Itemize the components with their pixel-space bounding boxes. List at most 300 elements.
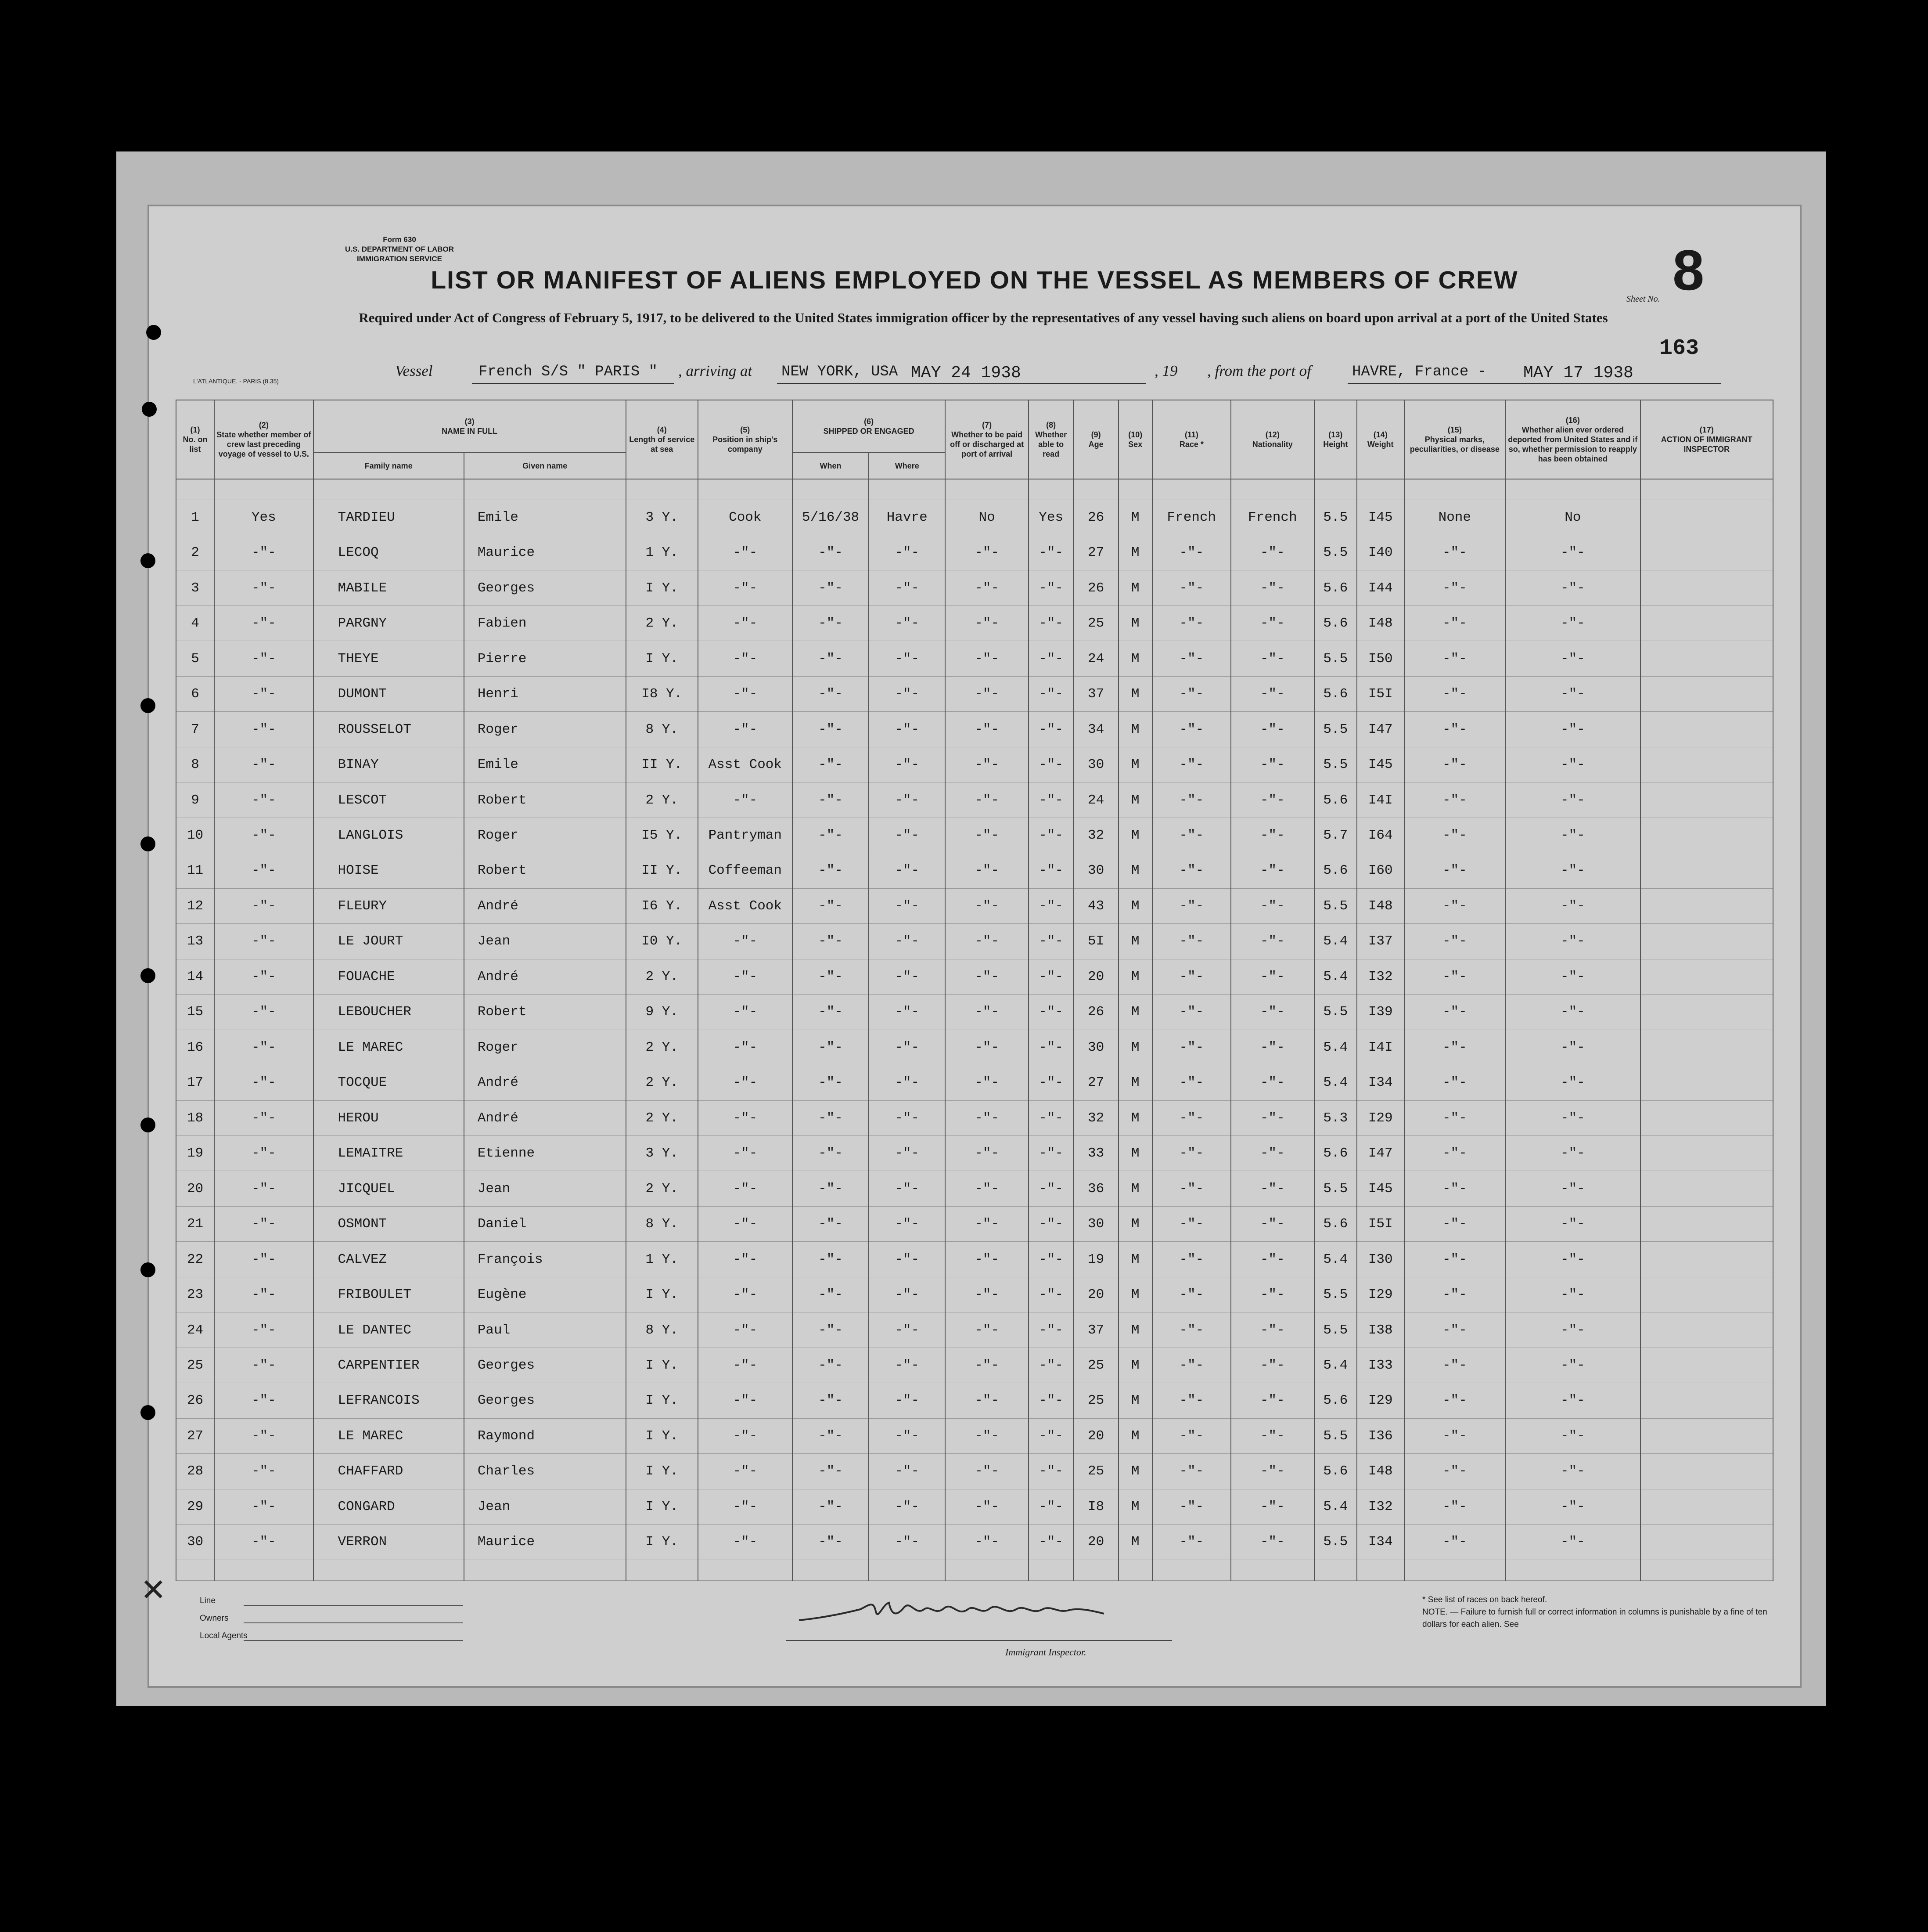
crew-row xyxy=(176,747,1773,782)
form-identifier xyxy=(312,235,487,264)
paid-off-cell: -"- xyxy=(945,1135,1029,1171)
race-cell: -"- xyxy=(1152,1171,1231,1206)
length-of-service-cell: 8 Y. xyxy=(626,1312,698,1348)
sex-cell: M xyxy=(1119,1030,1152,1065)
paid-off-cell: -"- xyxy=(945,1277,1029,1312)
position-cell: -"- xyxy=(698,676,792,711)
shipped-where-cell: -"- xyxy=(869,1348,945,1383)
nationality-cell: -"- xyxy=(1231,818,1314,853)
physical-marks-cell: -"- xyxy=(1404,1383,1506,1418)
row-number-cell: 25 xyxy=(176,1348,214,1383)
length-of-service-cell: 2 Y. xyxy=(626,606,698,641)
height-cell: 5.5 xyxy=(1314,641,1357,676)
nationality-cell: -"- xyxy=(1231,1065,1314,1100)
given-name-cell: Pierre xyxy=(464,641,626,676)
paid-off-cell: -"- xyxy=(945,1525,1029,1560)
race-cell: -"- xyxy=(1152,747,1231,782)
inspector-action-cell xyxy=(1640,500,1773,535)
row-number-cell: 23 xyxy=(176,1277,214,1312)
physical-marks-cell: -"- xyxy=(1404,535,1506,570)
family-name-cell: FOUACHE xyxy=(313,959,464,994)
length-of-service-cell: 3 Y. xyxy=(626,500,698,535)
nationality-cell: -"- xyxy=(1231,570,1314,606)
shipped-when-cell: -"- xyxy=(792,570,869,606)
weight-cell: I39 xyxy=(1357,995,1404,1030)
inspector-action-cell xyxy=(1640,1242,1773,1277)
able-to-read-cell: -"- xyxy=(1029,1135,1073,1171)
inspector-action-cell xyxy=(1640,1454,1773,1489)
weight-cell: I5I xyxy=(1357,1206,1404,1241)
row-number-cell: 6 xyxy=(176,676,214,711)
col-header-race: (11) Race * xyxy=(1152,400,1231,479)
paid-off-cell: -"- xyxy=(945,924,1029,959)
given-name-cell: Jean xyxy=(464,924,626,959)
row-number-cell: 15 xyxy=(176,995,214,1030)
able-to-read-cell: -"- xyxy=(1029,676,1073,711)
agents-label: Local Agents xyxy=(200,1631,248,1640)
family-name-cell: LECOQ xyxy=(313,535,464,570)
crew-row xyxy=(176,1135,1773,1171)
shipped-when-cell: -"- xyxy=(792,1489,869,1524)
shipped-when-cell: -"- xyxy=(792,535,869,570)
sheet-number: 8 xyxy=(1673,238,1705,302)
previous-voyage-cell: -"- xyxy=(214,1418,313,1453)
col-header-position: (5) Position in ship's company xyxy=(698,400,792,479)
shipped-where-cell: -"- xyxy=(869,1525,945,1560)
previous-voyage-cell: -"- xyxy=(214,1206,313,1241)
position-cell: -"- xyxy=(698,1454,792,1489)
length-of-service-cell: I Y. xyxy=(626,641,698,676)
length-of-service-cell: II Y. xyxy=(626,853,698,888)
race-cell: -"- xyxy=(1152,1206,1231,1241)
previous-voyage-cell: -"- xyxy=(214,1525,313,1560)
weight-cell: I29 xyxy=(1357,1383,1404,1418)
age-cell: 32 xyxy=(1073,818,1118,853)
binder-hole-icon xyxy=(140,698,155,713)
weight-cell: I5I xyxy=(1357,676,1404,711)
physical-marks-cell: -"- xyxy=(1404,995,1506,1030)
family-name-cell: LEBOUCHER xyxy=(313,995,464,1030)
paid-off-cell: -"- xyxy=(945,1312,1029,1348)
position-cell: -"- xyxy=(698,570,792,606)
nationality-cell: -"- xyxy=(1231,535,1314,570)
family-name-cell: CONGARD xyxy=(313,1489,464,1524)
sex-cell: M xyxy=(1119,782,1152,818)
physical-marks-cell: -"- xyxy=(1404,782,1506,818)
shipped-where-cell: -"- xyxy=(869,888,945,923)
able-to-read-cell: Yes xyxy=(1029,500,1073,535)
family-name-cell: TOCQUE xyxy=(313,1065,464,1100)
weight-cell: I32 xyxy=(1357,959,1404,994)
position-cell: Asst Cook xyxy=(698,747,792,782)
race-cell: -"- xyxy=(1152,1065,1231,1100)
given-name-cell: Emile xyxy=(464,747,626,782)
deported-status-cell: -"- xyxy=(1505,570,1640,606)
position-cell: -"- xyxy=(698,1242,792,1277)
previous-voyage-cell: -"- xyxy=(214,1135,313,1171)
previous-voyage-cell: -"- xyxy=(214,712,313,747)
col-header-name: (3) NAME IN FULL xyxy=(313,400,626,453)
binder-hole-icon xyxy=(140,836,155,851)
weight-cell: I4I xyxy=(1357,782,1404,818)
from-underline xyxy=(1348,383,1721,384)
row-number-cell: 7 xyxy=(176,712,214,747)
shipped-where-cell: -"- xyxy=(869,747,945,782)
given-name-cell: Robert xyxy=(464,782,626,818)
nationality-cell: -"- xyxy=(1231,1454,1314,1489)
sex-cell: M xyxy=(1119,641,1152,676)
given-name-cell: André xyxy=(464,1100,626,1135)
inspector-action-cell xyxy=(1640,1030,1773,1065)
age-cell: 36 xyxy=(1073,1171,1118,1206)
row-number-cell: 1 xyxy=(176,500,214,535)
family-name-cell: VERRON xyxy=(313,1525,464,1560)
race-cell: -"- xyxy=(1152,888,1231,923)
col-header-deported: (16) Whether alien ever ordered deported from United States and if so, whether permission to reapply has been obtained xyxy=(1505,400,1640,479)
race-cell: French xyxy=(1152,500,1231,535)
position-cell: -"- xyxy=(698,641,792,676)
given-name-cell: Maurice xyxy=(464,535,626,570)
physical-marks-cell: -"- xyxy=(1404,641,1506,676)
height-cell: 5.5 xyxy=(1314,1525,1357,1560)
crew-manifest-table xyxy=(176,400,1773,1581)
length-of-service-cell: I Y. xyxy=(626,1348,698,1383)
owners-label: Owners xyxy=(200,1614,229,1623)
height-cell: 5.3 xyxy=(1314,1100,1357,1135)
given-name-cell: André xyxy=(464,888,626,923)
shipped-when-cell: -"- xyxy=(792,1242,869,1277)
binder-hole-icon xyxy=(140,1405,155,1420)
crew-row xyxy=(176,1312,1773,1348)
shipped-when-cell: -"- xyxy=(792,1312,869,1348)
shipped-when-cell: -"- xyxy=(792,1171,869,1206)
position-cell: -"- xyxy=(698,1418,792,1453)
family-name-cell: CARPENTIER xyxy=(313,1348,464,1383)
sex-cell: M xyxy=(1119,1454,1152,1489)
nationality-cell: -"- xyxy=(1231,959,1314,994)
race-cell: -"- xyxy=(1152,1525,1231,1560)
given-name-cell: Jean xyxy=(464,1489,626,1524)
length-of-service-cell: 2 Y. xyxy=(626,1030,698,1065)
length-of-service-cell: II Y. xyxy=(626,747,698,782)
paid-off-cell: -"- xyxy=(945,1242,1029,1277)
paid-off-cell: -"- xyxy=(945,606,1029,641)
deported-status-cell: -"- xyxy=(1505,1065,1640,1100)
vessel-underline xyxy=(472,383,674,384)
paid-off-cell: -"- xyxy=(945,782,1029,818)
crew-row xyxy=(176,1277,1773,1312)
sex-cell: M xyxy=(1119,712,1152,747)
row-number-cell: 29 xyxy=(176,1489,214,1524)
able-to-read-cell: -"- xyxy=(1029,1030,1073,1065)
crew-row xyxy=(176,818,1773,853)
col-header-nationality: (12) Nationality xyxy=(1231,400,1314,479)
crew-row xyxy=(176,712,1773,747)
race-cell: -"- xyxy=(1152,1418,1231,1453)
shipped-where-cell: -"- xyxy=(869,959,945,994)
position-cell: -"- xyxy=(698,924,792,959)
given-name-cell: Robert xyxy=(464,995,626,1030)
able-to-read-cell: -"- xyxy=(1029,1348,1073,1383)
height-cell: 5.6 xyxy=(1314,853,1357,888)
physical-marks-cell: -"- xyxy=(1404,1525,1506,1560)
footer-note xyxy=(1422,1594,1782,1631)
cross-mark-icon: ✕ xyxy=(140,1573,166,1607)
crew-row xyxy=(176,1525,1773,1560)
stamped-number: 163 xyxy=(1659,336,1699,361)
position-cell: -"- xyxy=(698,1065,792,1100)
age-cell: 33 xyxy=(1073,1135,1118,1171)
row-number-cell: 5 xyxy=(176,641,214,676)
shipped-where-cell: -"- xyxy=(869,1418,945,1453)
age-cell: 25 xyxy=(1073,1383,1118,1418)
shipped-where-cell: -"- xyxy=(869,676,945,711)
weight-cell: I34 xyxy=(1357,1525,1404,1560)
inspector-action-cell xyxy=(1640,1206,1773,1241)
deported-status-cell: -"- xyxy=(1505,1525,1640,1560)
able-to-read-cell: -"- xyxy=(1029,853,1073,888)
previous-voyage-cell: -"- xyxy=(214,1065,313,1100)
given-name-cell: Roger xyxy=(464,712,626,747)
race-cell: -"- xyxy=(1152,570,1231,606)
header-spacer-row xyxy=(176,479,1773,500)
height-cell: 5.5 xyxy=(1314,1312,1357,1348)
given-name-cell: André xyxy=(464,959,626,994)
inspector-action-cell xyxy=(1640,1171,1773,1206)
nationality-cell: -"- xyxy=(1231,1171,1314,1206)
previous-voyage-cell: -"- xyxy=(214,1030,313,1065)
crew-row xyxy=(176,959,1773,994)
able-to-read-cell: -"- xyxy=(1029,1277,1073,1312)
deported-status-cell: -"- xyxy=(1505,1030,1640,1065)
weight-cell: I45 xyxy=(1357,747,1404,782)
row-number-cell: 27 xyxy=(176,1418,214,1453)
previous-voyage-cell: -"- xyxy=(214,959,313,994)
departure-date: MAY 17 1938 xyxy=(1523,364,1633,382)
sex-cell: M xyxy=(1119,924,1152,959)
race-cell: -"- xyxy=(1152,641,1231,676)
weight-cell: I40 xyxy=(1357,535,1404,570)
line-label: Line xyxy=(200,1596,216,1605)
paid-off-cell: -"- xyxy=(945,818,1029,853)
shipped-where-cell: -"- xyxy=(869,1489,945,1524)
shipped-where-cell: Havre xyxy=(869,500,945,535)
able-to-read-cell: -"- xyxy=(1029,1383,1073,1418)
deported-status-cell: -"- xyxy=(1505,1135,1640,1171)
given-name-cell: Robert xyxy=(464,853,626,888)
shipped-when-cell: -"- xyxy=(792,1525,869,1560)
sex-cell: M xyxy=(1119,606,1152,641)
row-number-cell: 12 xyxy=(176,888,214,923)
family-name-cell: LE MAREC xyxy=(313,1030,464,1065)
length-of-service-cell: I Y. xyxy=(626,1277,698,1312)
deported-status-cell: -"- xyxy=(1505,853,1640,888)
given-name-cell: Henri xyxy=(464,676,626,711)
given-name-cell: Paul xyxy=(464,1312,626,1348)
shipped-where-cell: -"- xyxy=(869,535,945,570)
previous-voyage-cell: -"- xyxy=(214,888,313,923)
inspector-action-cell xyxy=(1640,853,1773,888)
shipped-where-cell: -"- xyxy=(869,782,945,818)
race-cell: -"- xyxy=(1152,712,1231,747)
nationality-cell: -"- xyxy=(1231,1206,1314,1241)
race-cell: -"- xyxy=(1152,1489,1231,1524)
physical-marks-cell: -"- xyxy=(1404,888,1506,923)
physical-marks-cell: -"- xyxy=(1404,570,1506,606)
year-label: , 19 xyxy=(1155,362,1178,379)
physical-marks-cell: -"- xyxy=(1404,1171,1506,1206)
paid-off-cell: -"- xyxy=(945,888,1029,923)
race-cell: -"- xyxy=(1152,1454,1231,1489)
deported-status-cell: -"- xyxy=(1505,995,1640,1030)
shipped-where-cell: -"- xyxy=(869,1206,945,1241)
height-cell: 5.7 xyxy=(1314,818,1357,853)
family-name-cell: DUMONT xyxy=(313,676,464,711)
able-to-read-cell: -"- xyxy=(1029,1525,1073,1560)
inspector-action-cell xyxy=(1640,995,1773,1030)
sex-cell: M xyxy=(1119,1100,1152,1135)
inspector-action-cell xyxy=(1640,570,1773,606)
crew-row xyxy=(176,924,1773,959)
height-cell: 5.6 xyxy=(1314,782,1357,818)
row-number-cell: 9 xyxy=(176,782,214,818)
inspector-action-cell xyxy=(1640,782,1773,818)
race-cell: -"- xyxy=(1152,676,1231,711)
age-cell: 24 xyxy=(1073,641,1118,676)
deported-status-cell: -"- xyxy=(1505,641,1640,676)
previous-voyage-cell: -"- xyxy=(214,1489,313,1524)
position-cell: -"- xyxy=(698,995,792,1030)
position-cell: -"- xyxy=(698,1525,792,1560)
length-of-service-cell: I Y. xyxy=(626,1383,698,1418)
previous-voyage-cell: -"- xyxy=(214,1383,313,1418)
col-header-physical-marks: (15) Physical marks, peculiarities, or disease xyxy=(1404,400,1506,479)
inspector-action-cell xyxy=(1640,606,1773,641)
inspector-action-cell xyxy=(1640,1383,1773,1418)
height-cell: 5.4 xyxy=(1314,1242,1357,1277)
nationality-cell: -"- xyxy=(1231,1348,1314,1383)
length-of-service-cell: 2 Y. xyxy=(626,1065,698,1100)
sex-cell: M xyxy=(1119,1206,1152,1241)
sex-cell: M xyxy=(1119,500,1152,535)
height-cell: 5.6 xyxy=(1314,1454,1357,1489)
deported-status-cell: -"- xyxy=(1505,1418,1640,1453)
deported-status-cell: -"- xyxy=(1505,818,1640,853)
arrival-underline xyxy=(777,383,1146,384)
form-number: Form 630 xyxy=(383,235,416,244)
inspector-action-cell xyxy=(1640,535,1773,570)
shipped-where-cell: -"- xyxy=(869,1277,945,1312)
col-header-paid-off: (7) Whether to be paid off or discharged at port of arrival xyxy=(945,400,1029,479)
weight-cell: I29 xyxy=(1357,1100,1404,1135)
previous-voyage-cell: -"- xyxy=(214,1312,313,1348)
position-cell: -"- xyxy=(698,1135,792,1171)
deported-status-cell: -"- xyxy=(1505,1348,1640,1383)
length-of-service-cell: I Y. xyxy=(626,1418,698,1453)
deported-status-cell: -"- xyxy=(1505,1100,1640,1135)
nationality-cell: -"- xyxy=(1231,995,1314,1030)
col-header-when: When xyxy=(792,453,869,479)
physical-marks-cell: -"- xyxy=(1404,1242,1506,1277)
paid-off-cell: -"- xyxy=(945,1100,1029,1135)
inspector-action-cell xyxy=(1640,1065,1773,1100)
nationality-cell: -"- xyxy=(1231,606,1314,641)
family-name-cell: LEMAITRE xyxy=(313,1135,464,1171)
previous-voyage-cell: -"- xyxy=(214,818,313,853)
paid-off-cell: -"- xyxy=(945,641,1029,676)
row-number-cell: 24 xyxy=(176,1312,214,1348)
length-of-service-cell: I6 Y. xyxy=(626,888,698,923)
able-to-read-cell: -"- xyxy=(1029,712,1073,747)
height-cell: 5.5 xyxy=(1314,995,1357,1030)
col-header-sex: (10) Sex xyxy=(1119,400,1152,479)
inspector-action-cell xyxy=(1640,1525,1773,1560)
row-number-cell: 11 xyxy=(176,853,214,888)
position-cell: -"- xyxy=(698,1171,792,1206)
shipped-when-cell: -"- xyxy=(792,924,869,959)
paid-off-cell: -"- xyxy=(945,1418,1029,1453)
nationality-cell: -"- xyxy=(1231,1100,1314,1135)
col-header-family-name: Family name xyxy=(313,453,464,479)
able-to-read-cell: -"- xyxy=(1029,1171,1073,1206)
height-cell: 5.5 xyxy=(1314,535,1357,570)
able-to-read-cell: -"- xyxy=(1029,570,1073,606)
department-name: U.S. DEPARTMENT OF LABOR xyxy=(345,245,454,253)
sex-cell: M xyxy=(1119,1383,1152,1418)
length-of-service-cell: I0 Y. xyxy=(626,924,698,959)
paid-off-cell: -"- xyxy=(945,959,1029,994)
race-cell: -"- xyxy=(1152,535,1231,570)
given-name-cell: André xyxy=(464,1065,626,1100)
weight-cell: I32 xyxy=(1357,1489,1404,1524)
position-cell: -"- xyxy=(698,1030,792,1065)
family-name-cell: CHAFFARD xyxy=(313,1454,464,1489)
col-header-where: Where xyxy=(869,453,945,479)
paid-off-cell: -"- xyxy=(945,1065,1029,1100)
height-cell: 5.5 xyxy=(1314,712,1357,747)
physical-marks-cell: -"- xyxy=(1404,924,1506,959)
shipped-when-cell: -"- xyxy=(792,782,869,818)
previous-voyage-cell: -"- xyxy=(214,853,313,888)
shipped-when-cell: -"- xyxy=(792,747,869,782)
weight-cell: I38 xyxy=(1357,1312,1404,1348)
age-cell: 20 xyxy=(1073,1525,1118,1560)
shipped-when-cell: -"- xyxy=(792,1277,869,1312)
shipped-where-cell: -"- xyxy=(869,1100,945,1135)
inspector-action-cell xyxy=(1640,924,1773,959)
col-header-service: (4) Length of service at sea xyxy=(626,400,698,479)
weight-cell: I44 xyxy=(1357,570,1404,606)
sex-cell: M xyxy=(1119,1525,1152,1560)
deported-status-cell: -"- xyxy=(1505,676,1640,711)
race-cell: -"- xyxy=(1152,1348,1231,1383)
position-cell: -"- xyxy=(698,535,792,570)
paid-off-cell: -"- xyxy=(945,712,1029,747)
given-name-cell: Maurice xyxy=(464,1525,626,1560)
height-cell: 5.4 xyxy=(1314,924,1357,959)
crew-row xyxy=(176,1383,1773,1418)
position-cell: -"- xyxy=(698,1206,792,1241)
length-of-service-cell: 3 Y. xyxy=(626,1135,698,1171)
inspector-signature-line xyxy=(786,1640,1172,1641)
age-cell: 5I xyxy=(1073,924,1118,959)
sex-cell: M xyxy=(1119,1171,1152,1206)
col-header-read: (8) Whether able to read xyxy=(1029,400,1073,479)
document-subtitle: Required under Act of Congress of February 5, 1917, to be delivered to the United States immigration officer by the representatives of any vessel having such aliens on board upon arrival at a port of the United States xyxy=(359,310,1608,325)
able-to-read-cell: -"- xyxy=(1029,924,1073,959)
weight-cell: I48 xyxy=(1357,606,1404,641)
deported-status-cell: -"- xyxy=(1505,888,1640,923)
